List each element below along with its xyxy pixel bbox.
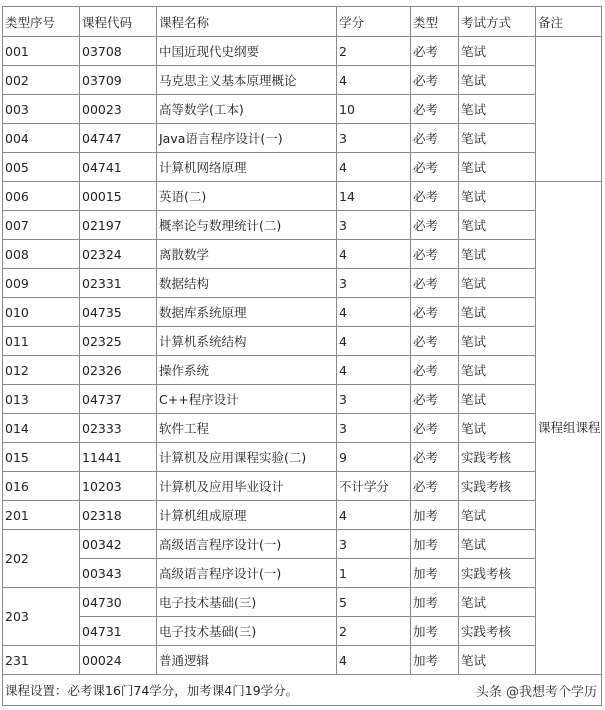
exam-cell: 笔试	[459, 66, 536, 95]
code-cell: 02324	[80, 240, 157, 269]
name-cell: 普通逻辑	[157, 646, 337, 675]
type-cell: 加考	[411, 646, 459, 675]
seq-cell: 005	[3, 153, 80, 182]
exam-cell: 笔试	[459, 124, 536, 153]
type-cell: 必考	[411, 124, 459, 153]
name-cell: 电子技术基础(三)	[157, 617, 337, 646]
type-cell: 必考	[411, 327, 459, 356]
header-cell: 课程代码	[80, 7, 157, 37]
name-cell: 计算机网络原理	[157, 153, 337, 182]
credit-cell: 3	[337, 530, 411, 559]
code-cell: 02325	[80, 327, 157, 356]
name-cell: 数据结构	[157, 269, 337, 298]
code-cell: 02326	[80, 356, 157, 385]
type-cell: 加考	[411, 588, 459, 617]
credit-cell: 2	[337, 37, 411, 66]
type-cell: 加考	[411, 617, 459, 646]
name-cell: 软件工程	[157, 414, 337, 443]
remark-cell-empty	[536, 37, 602, 182]
exam-cell: 实践考核	[459, 472, 536, 501]
code-cell: 10203	[80, 472, 157, 501]
credit-cell: 14	[337, 182, 411, 211]
table-row	[3, 443, 602, 472]
exam-cell: 笔试	[459, 385, 536, 414]
credit-cell: 10	[337, 95, 411, 124]
name-cell: 概率论与数理统计(二)	[157, 211, 337, 240]
table-row	[3, 124, 602, 153]
seq-cell: 012	[3, 356, 80, 385]
name-cell: 马克思主义基本原理概论	[157, 66, 337, 95]
credit-cell: 3	[337, 414, 411, 443]
type-cell: 必考	[411, 385, 459, 414]
code-cell: 02331	[80, 269, 157, 298]
code-cell: 04730	[80, 588, 157, 617]
name-cell: 高等数学(工本)	[157, 95, 337, 124]
credit-cell: 4	[337, 66, 411, 95]
credit-cell: 4	[337, 298, 411, 327]
code-cell: 03708	[80, 37, 157, 66]
watermark	[476, 681, 597, 700]
type-cell: 必考	[411, 414, 459, 443]
seq-cell: 008	[3, 240, 80, 269]
credit-cell: 4	[337, 153, 411, 182]
header-cell: 学分	[337, 7, 411, 37]
credit-cell: 不计学分	[337, 472, 411, 501]
credit-cell: 3	[337, 211, 411, 240]
credit-cell: 4	[337, 501, 411, 530]
name-cell: 数据库系统原理	[157, 298, 337, 327]
name-cell: 计算机系统结构	[157, 327, 337, 356]
credit-cell: 3	[337, 124, 411, 153]
code-cell: 04737	[80, 385, 157, 414]
table-row	[3, 588, 602, 617]
course-table	[2, 6, 602, 706]
type-cell: 加考	[411, 530, 459, 559]
table-row	[3, 559, 602, 588]
table-row	[3, 182, 602, 211]
name-cell: 计算机及应用毕业设计	[157, 472, 337, 501]
name-cell: 高级语言程序设计(一)	[157, 530, 337, 559]
credit-cell: 4	[337, 240, 411, 269]
type-cell: 必考	[411, 356, 459, 385]
credit-cell: 3	[337, 269, 411, 298]
type-cell: 必考	[411, 95, 459, 124]
name-cell: 操作系统	[157, 356, 337, 385]
table-row	[3, 37, 602, 66]
table-row	[3, 617, 602, 646]
code-cell: 00015	[80, 182, 157, 211]
header-cell: 课程名称	[157, 7, 337, 37]
table-row	[3, 211, 602, 240]
remark-cell: 课程组课程	[536, 182, 602, 675]
type-cell: 加考	[411, 559, 459, 588]
table-row	[3, 385, 602, 414]
name-cell: 计算机及应用课程实验(二)	[157, 443, 337, 472]
credit-cell: 4	[337, 356, 411, 385]
table-row	[3, 66, 602, 95]
seq-cell: 011	[3, 327, 80, 356]
type-cell: 必考	[411, 37, 459, 66]
header-cell: 备注	[536, 7, 602, 37]
type-cell: 必考	[411, 443, 459, 472]
name-cell: 电子技术基础(三)	[157, 588, 337, 617]
type-cell: 必考	[411, 211, 459, 240]
type-cell: 必考	[411, 269, 459, 298]
header-cell: 类型	[411, 7, 459, 37]
exam-cell: 笔试	[459, 588, 536, 617]
name-cell: 英语(二)	[157, 182, 337, 211]
credit-cell: 5	[337, 588, 411, 617]
name-cell: C++程序设计	[157, 385, 337, 414]
exam-cell: 笔试	[459, 182, 536, 211]
table-row	[3, 414, 602, 443]
table-row	[3, 298, 602, 327]
seq-cell: 004	[3, 124, 80, 153]
table-row	[3, 530, 602, 559]
seq-cell: 010	[3, 298, 80, 327]
exam-cell: 笔试	[459, 414, 536, 443]
credit-cell: 3	[337, 385, 411, 414]
code-cell: 02197	[80, 211, 157, 240]
table-row	[3, 269, 602, 298]
table-row	[3, 472, 602, 501]
footer-note: 课程设置：必考课16门74学分，加考课4门19学分。	[3, 675, 602, 706]
name-cell: 中国近现代史纲要	[157, 37, 337, 66]
type-cell: 加考	[411, 501, 459, 530]
code-cell: 02333	[80, 414, 157, 443]
exam-cell: 笔试	[459, 327, 536, 356]
code-cell: 00343	[80, 559, 157, 588]
type-cell: 必考	[411, 298, 459, 327]
seq-cell: 202	[3, 530, 80, 588]
exam-cell: 笔试	[459, 211, 536, 240]
table-row	[3, 95, 602, 124]
seq-cell: 009	[3, 269, 80, 298]
seq-cell: 015	[3, 443, 80, 472]
table-row	[3, 240, 602, 269]
code-cell: 04731	[80, 617, 157, 646]
name-cell: 高级语言程序设计(一)	[157, 559, 337, 588]
exam-cell: 笔试	[459, 153, 536, 182]
seq-cell: 002	[3, 66, 80, 95]
code-cell: 11441	[80, 443, 157, 472]
code-cell: 02318	[80, 501, 157, 530]
table-row	[3, 153, 602, 182]
code-cell: 04741	[80, 153, 157, 182]
exam-cell: 笔试	[459, 501, 536, 530]
type-cell: 必考	[411, 66, 459, 95]
type-cell: 必考	[411, 472, 459, 501]
table-row	[3, 501, 602, 530]
header-row	[3, 7, 602, 37]
seq-cell: 203	[3, 588, 80, 646]
seq-cell: 003	[3, 95, 80, 124]
header-cell: 类型序号	[3, 7, 80, 37]
exam-cell: 实践考核	[459, 559, 536, 588]
table-row	[3, 646, 602, 675]
code-cell: 03709	[80, 66, 157, 95]
seq-cell: 201	[3, 501, 80, 530]
exam-cell: 笔试	[459, 95, 536, 124]
credit-cell: 2	[337, 617, 411, 646]
seq-cell: 007	[3, 211, 80, 240]
exam-cell: 笔试	[459, 37, 536, 66]
header-cell: 考试方式	[459, 7, 536, 37]
credit-cell: 9	[337, 443, 411, 472]
exam-cell: 笔试	[459, 356, 536, 385]
table-row	[3, 327, 602, 356]
exam-cell: 实践考核	[459, 617, 536, 646]
name-cell: Java语言程序设计(一)	[157, 124, 337, 153]
type-cell: 必考	[411, 153, 459, 182]
code-cell: 04747	[80, 124, 157, 153]
credit-cell: 4	[337, 327, 411, 356]
code-cell: 04735	[80, 298, 157, 327]
code-cell: 00342	[80, 530, 157, 559]
seq-cell: 001	[3, 37, 80, 66]
exam-cell: 笔试	[459, 530, 536, 559]
seq-cell: 016	[3, 472, 80, 501]
credit-cell: 4	[337, 646, 411, 675]
seq-cell: 006	[3, 182, 80, 211]
exam-cell: 笔试	[459, 646, 536, 675]
exam-cell: 实践考核	[459, 443, 536, 472]
name-cell: 计算机组成原理	[157, 501, 337, 530]
seq-cell: 231	[3, 646, 80, 675]
type-cell: 必考	[411, 240, 459, 269]
code-cell: 00024	[80, 646, 157, 675]
exam-cell: 笔试	[459, 240, 536, 269]
exam-cell: 笔试	[459, 298, 536, 327]
type-cell: 必考	[411, 182, 459, 211]
watermark-text: 头条 @我想考个学历	[475, 685, 597, 700]
seq-cell: 013	[3, 385, 80, 414]
exam-cell: 笔试	[459, 269, 536, 298]
credit-cell: 1	[337, 559, 411, 588]
code-cell: 00023	[80, 95, 157, 124]
name-cell: 离散数学	[157, 240, 337, 269]
seq-cell: 014	[3, 414, 80, 443]
table-row	[3, 356, 602, 385]
